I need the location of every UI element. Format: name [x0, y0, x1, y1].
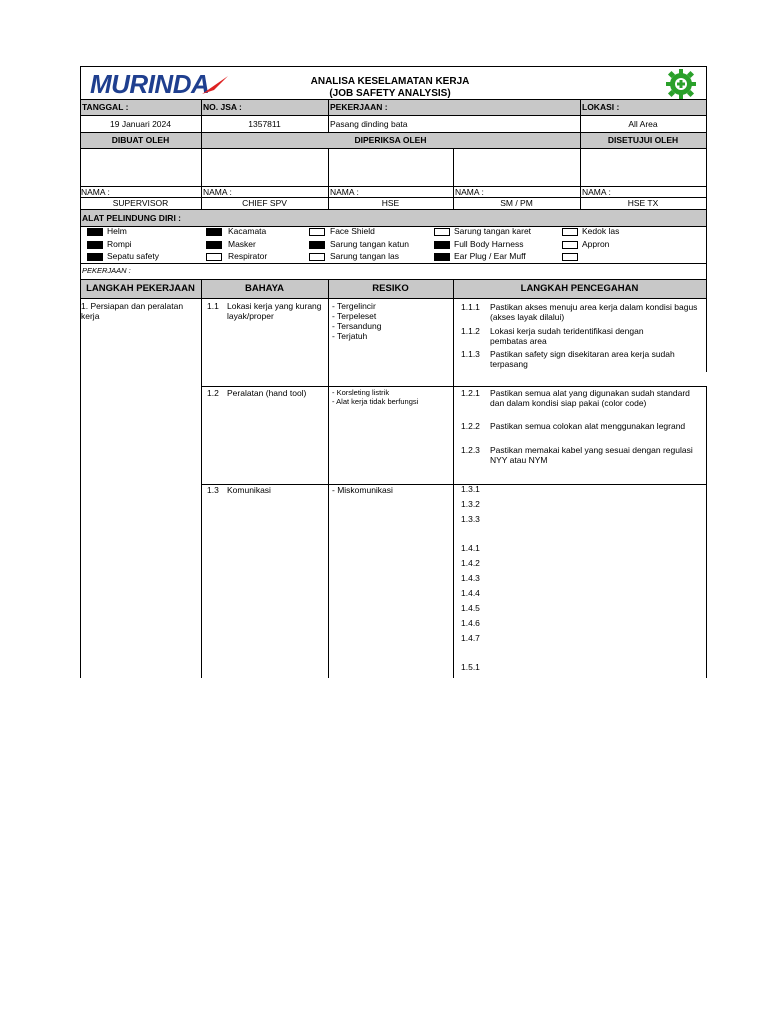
pencegahan-no: 1.1.2: [461, 326, 480, 336]
tanggal-label: TANGGAL :: [82, 102, 129, 112]
apd-label-harness: Full Body Harness: [454, 239, 524, 249]
bahaya-no: 1.3: [207, 485, 219, 495]
col-header-resiko: RESIKO: [372, 283, 409, 294]
dibuat-oleh-heading: DIBUAT OLEH: [111, 135, 170, 145]
pencegahan-no: 1.2.1: [461, 388, 480, 398]
apd-label-face-shield: Face Shield: [330, 226, 375, 236]
apd-label-appron: Appron: [582, 239, 610, 249]
apd-label-sarung-katun: Sarung tangan katun: [330, 239, 409, 249]
pencegahan-no: 1.4.3: [461, 573, 480, 583]
checkbox-face-shield[interactable]: [309, 228, 325, 236]
pencegahan-no: 1.4.5: [461, 603, 480, 613]
col-header-pencegahan: LANGKAH PENCEGAHAN: [520, 283, 639, 294]
pencegahan-no: 1.4.7: [461, 633, 480, 643]
checkbox-kedok-las[interactable]: [562, 228, 578, 236]
bahaya-no: 1.2: [207, 388, 219, 398]
nama-label: NAMA :: [81, 187, 110, 197]
form-subtitle: (JOB SAFETY ANALYSIS): [329, 88, 451, 99]
nama-label: NAMA :: [203, 187, 232, 197]
k3-safety-gear-icon: [665, 68, 697, 100]
resiko-item: - Korsleting listrik: [332, 388, 390, 397]
checkbox-appron[interactable]: [562, 241, 578, 249]
pencegahan-no: 1.4.6: [461, 618, 480, 628]
checkbox-respirator[interactable]: [206, 253, 222, 261]
nama-label: NAMA :: [582, 187, 611, 197]
pencegahan-no: 1.1.3: [461, 349, 480, 359]
pencegahan-no: 1.2.3: [461, 445, 480, 455]
pencegahan-text: Pastikan safety sign disekitaran area kerja sudah terpasang: [490, 349, 675, 369]
checkbox-masker[interactable]: [206, 241, 222, 249]
pencegahan-no: 1.4.2: [461, 558, 480, 568]
jsa-form: [80, 66, 706, 678]
pencegahan-no: 1.5.1: [461, 662, 480, 672]
resiko-item: - Alat kerja tidak berfungsi: [332, 397, 419, 406]
apd-label-sarung-karet: Sarung tangan karet: [454, 226, 532, 236]
apd-label-helm: Helm: [107, 226, 127, 236]
langkah-item: 1. Persiapan dan peralatan kerja: [81, 301, 184, 321]
bahaya-text: Lokasi kerja yang kurang layak/proper: [227, 301, 322, 321]
pekerjaan-label: PEKERJAAN :: [330, 102, 388, 112]
pekerjaan-note: PEKERJAAN :: [82, 266, 131, 275]
nojsa-value: 1357811: [248, 119, 281, 129]
bahaya-text: Komunikasi: [227, 485, 271, 495]
resiko-item: - Terpeleset: [332, 311, 377, 321]
apd-label-ear-plug: Ear Plug / Ear Muff: [454, 251, 526, 261]
apd-label-masker: Masker: [228, 239, 256, 249]
checkbox-helm[interactable]: [87, 228, 103, 236]
resiko-item: - Tersandung: [332, 321, 382, 331]
resiko-item: - Terjatuh: [332, 331, 368, 341]
resiko-item: - Miskomunikasi: [332, 485, 393, 495]
form-title: ANALISA KESELAMATAN KERJA: [310, 76, 470, 87]
nama-label: NAMA :: [330, 187, 359, 197]
role-hse: HSE: [381, 198, 400, 208]
bahaya-text: Peralatan (hand tool): [227, 388, 307, 398]
company-logo: MURINDA: [90, 69, 210, 99]
resiko-item: - Tergelincir: [332, 301, 376, 311]
pencegahan-text: Lokasi kerja sudah teridentifikasi dengan pembatas area: [490, 326, 644, 346]
col-header-bahaya: BAHAYA: [245, 283, 284, 294]
tanggal-value: 19 Januari 2024: [110, 119, 171, 129]
role-supervisor: SUPERVISOR: [112, 198, 169, 208]
pencegahan-no: 1.3.3: [461, 514, 480, 524]
apd-label-respirator: Respirator: [228, 251, 268, 261]
pencegahan-no: 1.4.1: [461, 543, 480, 553]
checkbox-rompi[interactable]: [87, 241, 103, 249]
apd-label-sarung-las: Sarung tangan las: [330, 251, 399, 261]
role-chief-spv: CHIEF SPV: [242, 198, 287, 208]
pencegahan-text: Pastikan akses menuju area kerja dalam kondisi bagus (akses layak dilalui): [490, 302, 698, 322]
apd-title: ALAT PELINDUNG DIRI :: [82, 213, 182, 223]
pencegahan-no: 1.3.2: [461, 499, 480, 509]
apd-label-kacamata: Kacamata: [228, 226, 267, 236]
checkbox-sarung-tangan-las[interactable]: [309, 253, 325, 261]
checkbox-full-body-harness[interactable]: [434, 241, 450, 249]
pencegahan-text: Pastikan semua colokan alat menggunakan legrand: [490, 421, 686, 431]
checkbox-sarung-tangan-karet[interactable]: [434, 228, 450, 236]
pekerjaan-value: Pasang dinding bata: [330, 119, 408, 129]
bahaya-no: 1.1: [207, 301, 219, 311]
diperiksa-oleh-heading: DIPERIKSA OLEH: [354, 135, 427, 145]
checkbox-empty[interactable]: [562, 253, 578, 261]
lokasi-value: All Area: [628, 119, 658, 129]
disetujui-oleh-heading: DISETUJUI OLEH: [607, 135, 679, 145]
pencegahan-text: Pastikan memakai kabel yang sesuai dengan regulasi NYY atau NYM: [490, 445, 693, 465]
pencegahan-no: 1.2.2: [461, 421, 480, 431]
apd-label-sepatu: Sepatu safety: [107, 251, 159, 261]
role-hse-tx: HSE TX: [627, 198, 659, 208]
role-sm-pm: SM / PM: [500, 198, 533, 208]
lokasi-label: LOKASI :: [582, 102, 620, 112]
col-header-langkah: LANGKAH PEKERJAAN: [86, 283, 195, 294]
checkbox-sarung-tangan-katun[interactable]: [309, 241, 325, 249]
pencegahan-no: 1.4.4: [461, 588, 480, 598]
checkbox-ear-plug[interactable]: [434, 253, 450, 261]
apd-label-kedok-las: Kedok las: [582, 226, 620, 236]
nojsa-label: NO. JSA :: [203, 102, 242, 112]
pencegahan-text: Pastikan semua alat yang digunakan sudah standard dan dalam kondisi siap pakai (color code): [490, 388, 690, 408]
checkbox-sepatu-safety[interactable]: [87, 253, 103, 261]
apd-label-rompi: Rompi: [107, 239, 132, 249]
checkbox-kacamata[interactable]: [206, 228, 222, 236]
nama-label: NAMA :: [455, 187, 484, 197]
pencegahan-no: 1.3.1: [461, 484, 480, 494]
pencegahan-no: 1.1.1: [461, 302, 480, 312]
logo-swoosh-icon: [200, 74, 230, 96]
